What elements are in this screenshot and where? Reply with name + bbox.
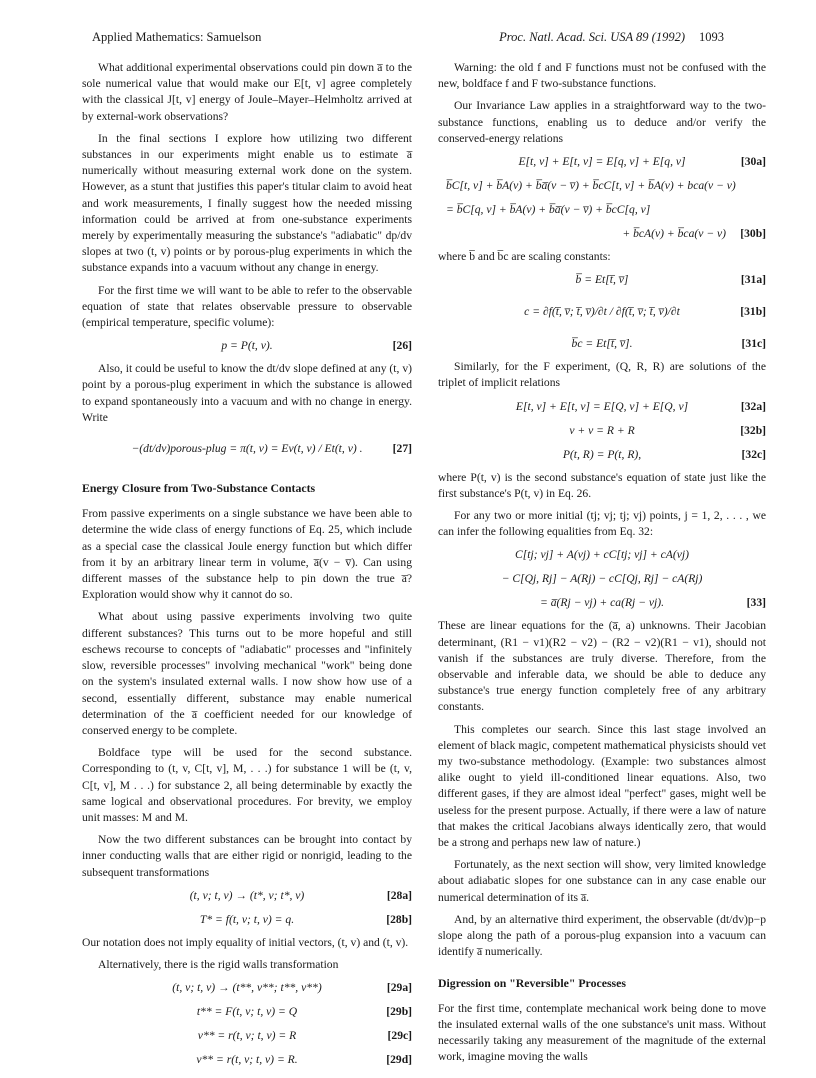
equation-30a: E[t, v] + E[t, v] = E[q, v] + E[q, v] [30a] — [518, 155, 766, 169]
equation-33-line1: C[tj; vj] + A(vj) + cC[tj; vj] + cA(vj) — [515, 548, 689, 562]
paragraph: Warning: the old f and F functions must not be confused with the new, boldface f and F two-substance functions. — [438, 61, 766, 91]
equation-33-line3: = a̅(Rj − vj) + ca(Rj − vj). [33] — [539, 596, 766, 610]
page-number: 1093 — [699, 30, 724, 44]
equation-26: p = P(t, v). [26] — [221, 339, 412, 353]
paragraph: These are linear equations for the (a̅, a) unknowns. Their Jacobian determinant, (R1 − v1)(R2 − v2) − (R2 − v2)(R1 − v1), should not vanish if the substances are truly diverse. Therefore, from the observable and inferable data, we should be able to deduce any substance's true energy function completely free of any arbitrary constants. — [438, 619, 766, 714]
equation-28b: T* = f(t, v; t, v) = q. [28b] — [199, 912, 412, 926]
paragraph: For the first time, contemplate mechanical work being done to move the insulated external walls of the one substance's unit mass. Without necessarily taking any measurement of the magnitude of the external work, imagine moving the walls — [438, 1001, 766, 1064]
equation-30b-line1: b̅C[t, v] + b̅A(v) + b̅a̅(v − v̅) + b̅cC[t, v] + b̅A(v) + bca(v − v) — [446, 179, 736, 193]
section-heading: Digression on "Reversible" Processes — [438, 975, 626, 990]
equation-29a: (t, v; t, v) → (t**, v**; t**, v**) [29a] — [172, 981, 412, 995]
paragraph: From passive experiments on a single substance we have been able to determine the wide class of energy functions of Eq. 25, which include as a special case the classical Joule energy function but which differ from it by an arbitrary linear term in volume, a̅(v − v̅). Can using different masses of the substance help to pin down the true a̅? Exploration would show why it cannot do so. — [82, 507, 412, 602]
equation-31a: b̅ = Et[t̅, v̅] [31a] — [575, 273, 766, 287]
paragraph: For any two or more initial (tj; vj; tj; vj) points, j = 1, 2, . . . , we can infer the following equalities from Eq. 32: — [438, 509, 766, 539]
equation-29c: v** = r(t, v; t, v) = R [29c] — [197, 1029, 412, 1043]
paragraph: Similarly, for the F experiment, (Q, R, R) are solutions of the triplet of implicit relations — [438, 360, 766, 390]
paragraph: Our notation does not imply equality of initial vectors, (t, v) and (t, v). — [82, 935, 409, 949]
paragraph: What additional experimental observations could pin down a̅ to the sole numerical value that would make our E[t, v] agree completely with the classical J[t, v] energy of Joule–Mayer–Helmholtz arrived at by external-work observations? — [82, 61, 412, 123]
equation-29b: t** = F(t, v; t, v) = Q [29b] — [196, 1005, 412, 1019]
paragraph: Also, it could be useful to know the dt/dv slope defined at any (t, v) point by a porous-plug experiment in which the substance is allowed to expand spontaneously into a vacuum and with no change in energy. Write — [82, 362, 412, 424]
right-column — [438, 60, 766, 1072]
journal-citation: Proc. Natl. Acad. Sci. USA 89 (1992) — [499, 30, 685, 44]
paragraph: What about using passive experiments involving two quite different substances? This turns out to be more hopeful and still eschews recourse to concepts of "adiabatic" processes and "infinitely slow, reversible processes" involving mechanical "work" being done on the system's insulated external walls. I now show how use of a second, essentially different, substance may enable numerical determination of the a̅ coefficient needed for our knowledge of conserved energy to be complete. — [82, 610, 412, 737]
equation-31b: c = ∂f(t̅, v̅; t̅, v̅)/∂t / ∂f(t̅, v̅; t̅, v̅)/∂t [31b] — [524, 305, 766, 319]
running-header-left: Applied Mathematics: Samuelson — [92, 30, 262, 44]
equation-29d: v** = r(t, v; t, v) = R. [29d] — [196, 1053, 412, 1067]
equation-30b-line2: = b̅C[q, v] + b̅A(v) + b̅a̅(v − v̅) + b̅cC[q, v] — [446, 203, 651, 217]
equation-32c: P(t, R) = P(t, R), [32c] — [562, 447, 766, 461]
equation-32b: v + v = R + R [32b] — [569, 423, 766, 437]
paragraph: Our Invariance Law applies in a straightforward way to the two-substance functions, enabling us to deduce and/or verify the conserved-energy relations — [438, 99, 766, 145]
paragraph: where P(t, v) is the second substance's equation of state just like the first substance's P(t, v) in Eq. 26. — [438, 470, 766, 500]
running-header-right — [499, 30, 724, 45]
paragraph: Now the two different substances can be brought into contact by inner conducting walls that are either rigid or nonrigid, leading to the subsequent transformations — [82, 833, 412, 879]
equation-32a: E[t, v] + E[t, v] = E[Q, v] + E[Q, v] [32a] — [515, 399, 766, 413]
paragraph: Alternatively, there is the rigid walls transformation — [98, 957, 339, 971]
paragraph: For the first time we will want to be able to refer to the observable equation of state that relates observable pressure to observable (empirical temperature, specific volume): — [82, 283, 412, 330]
paragraph: where b̅ and b̅c are scaling constants: — [438, 250, 611, 264]
paragraph: Boldface type will be used for the second substance. Corresponding to (t, v, C[t, v], M, . . .) for substance 1 will be (t, v, C[t, v], M . . .) for substance 2, all being determinable by exactly the same logical and observational procedures. For brevity, we employ unit masses: M and M. — [82, 746, 412, 824]
paragraph: This completes our search. Since this last stage involved an element of black magic, competent mathematical physicists should vet my two-substance methodology. (Example: two substances almost alike ought to yield ill-conditioned linear equations. Also, two different gases, if they are almost ideal "perfect" gases, might well be useless for the present purpose. Actually, if there were a law of nature that makes the critical Jacobians always identically zero, that would be a strong and perhaps new law of nature.) — [438, 722, 766, 850]
section-heading: Energy Closure from Two-Substance Contacts — [82, 481, 316, 496]
paragraph: In the final sections I explore how utilizing two different substances in our experiments might enable us to estimate a̅ numerically without measuring external work done on the system. However, as a stunt that justifies this paper's titular claim to avoid heat and work measurements, I finally suggest how the needed missing information could be arrived at from one-substance experiments merely by experimentally measuring the substance's "adiabatic" dp/dv slopes at two (t, v) points or by porous-plug experiments in which the substance expands into a vacuum without any change in energy. — [82, 131, 412, 275]
equation-30b-line3: + b̅cA(v) + b̅ca(v − v) [30b] — [622, 227, 766, 241]
equation-28a: (t, v; t, v) → (t*, v; t*, v) [28a] — [189, 888, 412, 902]
equation-27: −(dt/dv)porous-plug = π(t, v) = Ev(t, v) / Et(t, v) . [27] — [131, 442, 412, 456]
paragraph: And, by an alternative third experiment, the observable (dt/dv)p−p slope along the path of a porous-plug expansion into a vacuum can identify a̅ numerically. — [438, 912, 766, 959]
equation-31c: b̅c = Et[t̅, v̅]. [31c] — [571, 337, 766, 351]
left-column — [82, 60, 412, 1075]
equation-33-line2: − C[Qj, Rj] − A(Rj) − cC[Qj, Rj] − cA(Rj) — [501, 572, 703, 586]
paragraph: Fortunately, as the next section will show, very limited knowledge about adiabatic slopes for one substance can in any case enable our numerical determination of its a̅. — [438, 858, 766, 904]
